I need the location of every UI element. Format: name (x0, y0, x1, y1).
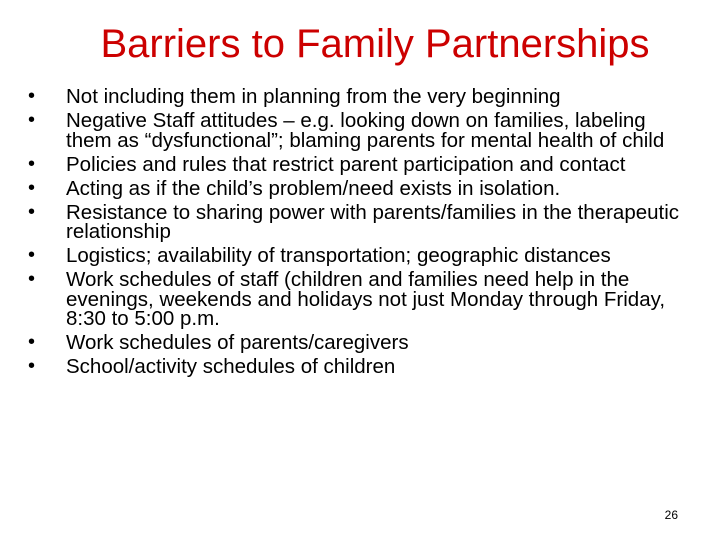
bullet-list (26, 85, 696, 379)
bullet-item (26, 355, 696, 379)
bullet-icon: • (28, 85, 36, 107)
bullet-text: Work schedules of staff (children and families need help in the evenings, weekends and holidays not just Monday through Friday, 8:30 to 5:00 p.m. (66, 268, 666, 330)
bullet-item (26, 109, 696, 153)
bullet-text: School/activity schedules of children (66, 355, 396, 378)
bullet-text: Work schedules of parents/caregivers (66, 331, 409, 354)
bullet-item (26, 153, 696, 177)
bullet-icon: • (28, 200, 36, 223)
bullet-icon: • (28, 355, 36, 377)
bullet-icon: • (28, 331, 36, 353)
bullet-text: Not including them in planning from the very beginning (66, 85, 561, 108)
slide-title: Barriers to Family Partnerships (100, 22, 650, 66)
bullet-text: Negative Staff attitudes – e.g. looking down on families, labeling them as “dysfunctional”; blaming parents for mental health of child (66, 109, 665, 152)
bullet-item (26, 201, 696, 245)
bullet-item (26, 331, 696, 355)
bullet-item (26, 268, 696, 331)
bullet-item (26, 177, 696, 201)
bullet-text: Acting as if the child’s problem/need exists in isolation. (66, 176, 561, 200)
page-number: 26 (664, 508, 678, 522)
bullet-text: Logistics; availability of transportation; geographic distances (66, 244, 611, 267)
bullet-text: Policies and rules that restrict parent participation and contact (66, 152, 626, 176)
bullet-icon: • (28, 152, 36, 175)
bullet-icon: • (28, 109, 36, 131)
bullet-icon: • (28, 176, 36, 199)
bullet-text: Resistance to sharing power with parents/families in the therapeutic relationship (66, 200, 680, 243)
bullet-item (26, 85, 696, 109)
bullet-icon: • (28, 244, 36, 266)
bullet-icon: • (28, 268, 36, 290)
bullet-item (26, 244, 696, 268)
